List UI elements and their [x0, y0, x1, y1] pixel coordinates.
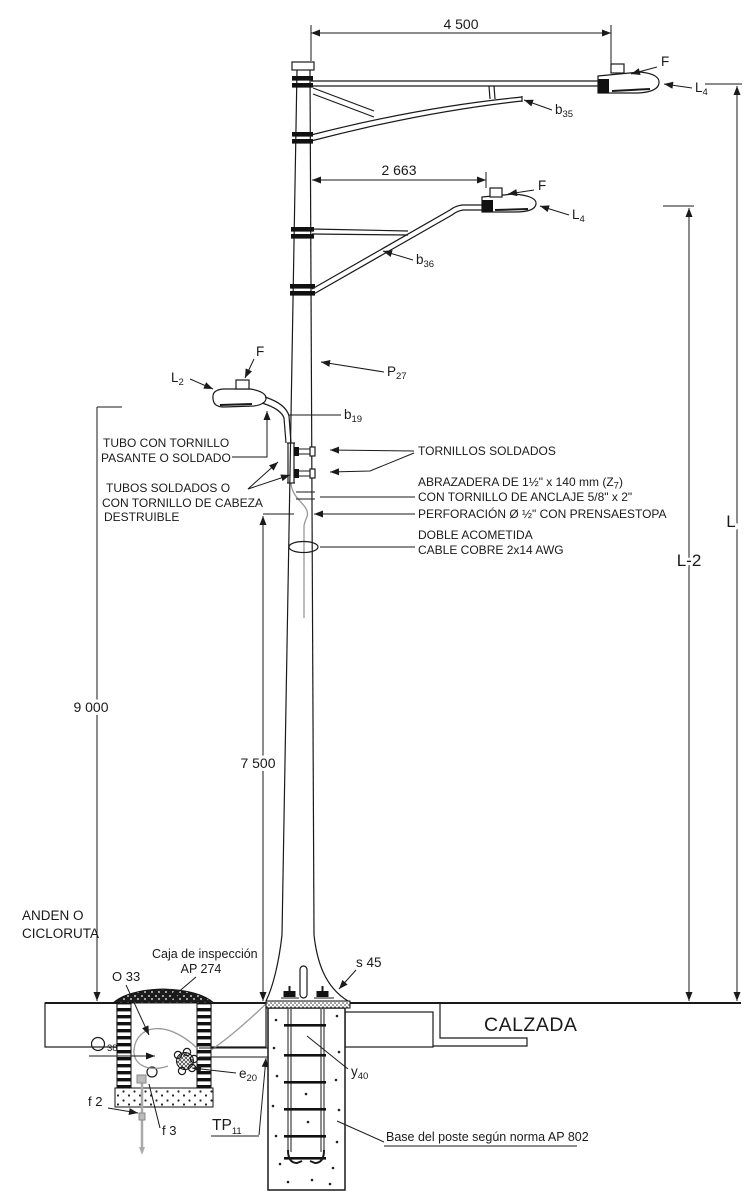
label-f3: f 3: [162, 1123, 177, 1138]
box-cap-mound: [113, 989, 214, 1003]
pole-base: [266, 935, 350, 1008]
rod-tip: [139, 1147, 145, 1155]
note-tornillos-soldados: TORNILLOS SOLDADOS: [418, 444, 556, 458]
label-o33: O 33: [112, 969, 141, 984]
label-photocell-middle: F: [538, 178, 547, 193]
label-b19: $b_{19}$: [344, 407, 363, 425]
label-dim-4500: 4 500: [443, 16, 479, 32]
box-wall-left: [117, 1003, 131, 1088]
label-l2: $L_2$: [171, 370, 184, 388]
label-calzada: CALZADA: [484, 1014, 578, 1036]
label-b35: $b_{35}$: [555, 102, 574, 120]
rod-clamp: [137, 1075, 146, 1083]
note-perforacion: PERFORACIÓN Ø ½" CON PRENSAESTOPA: [418, 507, 667, 521]
hand-hole: [300, 966, 307, 998]
label-dim-9000: 9 000: [73, 699, 109, 715]
rod-coupling: [139, 1113, 145, 1120]
label-y40: $y_{40}$: [351, 1064, 369, 1082]
note-tubos-line2: CON TORNILLO DE CABEZA: [102, 496, 263, 510]
note-tubos-line3: DESTRUIBLE: [104, 510, 180, 524]
service-cable: [211, 1002, 268, 1050]
note-caja-line1: Caja de inspección: [152, 947, 258, 961]
label-dim-L: L: [726, 512, 736, 531]
label-f2: f 2: [88, 1094, 103, 1109]
label-photocell-lower: F: [256, 344, 265, 359]
pole: [282, 62, 318, 935]
luminaire-middle: [482, 188, 536, 212]
note-abrazadera: ABRAZADERA DE 1½" x 140 mm $(Z_7)$: [418, 475, 623, 492]
dimension-L-2: [663, 206, 694, 1001]
label-tp11: $TP_{11}$: [212, 1117, 242, 1137]
photocell-top: [611, 64, 624, 73]
photocell-middle: [490, 188, 502, 197]
label-dim-2663: 2 663: [381, 162, 417, 178]
note-tubo-line1: TUBO CON TORNILLO: [103, 436, 230, 450]
label-o38: [92, 1038, 118, 1055]
foundation: [268, 1008, 345, 1190]
dimension-L: [705, 84, 742, 1001]
label-dim-L-2: L-2: [676, 551, 702, 570]
label-l4-middle: $L_4$: [572, 207, 585, 225]
note-anden-line2: CICLORUTA: [22, 926, 100, 941]
label-e20: $e_{20}$: [239, 1066, 258, 1084]
note-acometida-line1: DOBLE ACOMETIDA: [418, 528, 533, 542]
note-acometida-line2: CABLE COBRE 2x14 AWG: [418, 543, 564, 557]
leader-lines: [89, 67, 692, 1146]
box-gravel-bed: [115, 1088, 213, 1107]
box-wall-right: [197, 1003, 211, 1088]
curb-block: [345, 1012, 433, 1047]
note-anclaje: CON TORNILLO DE ANCLAJE 5/8" x 2": [418, 490, 633, 504]
label-p27: $P_{27}$: [387, 364, 407, 382]
note-tubos-line1: TUBOS SOLDADOS O: [106, 481, 231, 495]
o-glyph: [92, 1038, 105, 1051]
label-s45: s 45: [356, 955, 382, 970]
luminaire-lower: [213, 380, 291, 443]
luminaire-top: [598, 64, 659, 93]
label-photocell-top: F: [661, 54, 670, 69]
label-l4-top: $L_4$: [695, 80, 708, 98]
note-anden-line1: ANDEN O: [22, 908, 84, 923]
arm-middle: [312, 205, 482, 295]
bracket-tube: [265, 397, 291, 443]
note-base-poste: Base del poste según norma AP 802: [386, 1130, 589, 1144]
base-plate: [266, 1001, 350, 1008]
label-dim-7500: 7 500: [240, 755, 276, 771]
pole-cap: [292, 62, 314, 70]
note-tubo-line2: PASANTE O SOLDADO: [101, 451, 231, 465]
label-b36: $b_{36}$: [416, 252, 435, 270]
note-caja-line2: AP 274: [180, 962, 222, 976]
photocell-lower: [236, 380, 249, 389]
svg-text:38: 38: [107, 1043, 118, 1054]
